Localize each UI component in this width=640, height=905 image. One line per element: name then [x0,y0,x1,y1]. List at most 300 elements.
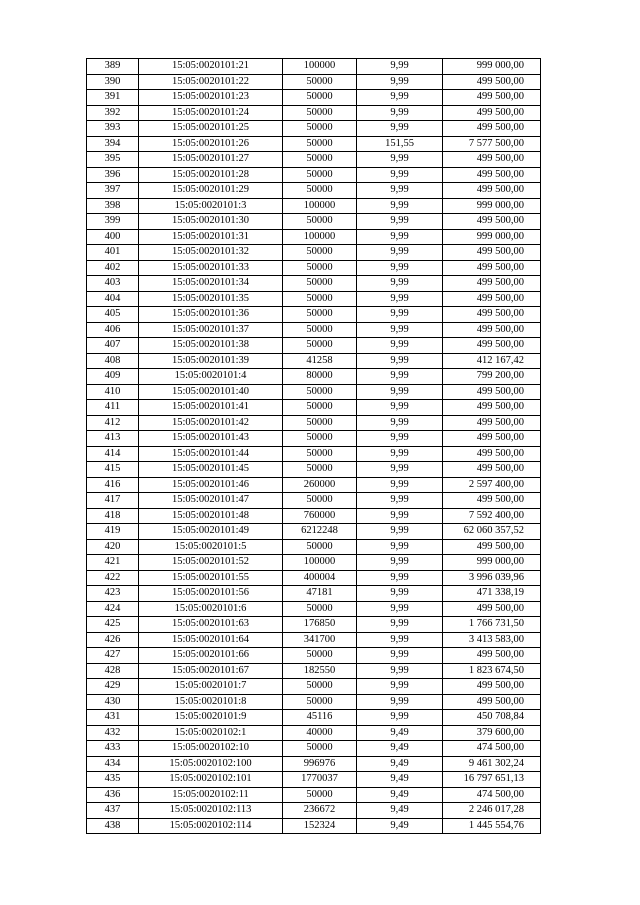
amount-cell: 499 500,00 [443,307,541,323]
rate-cell: 9,49 [357,818,443,834]
amount-cell: 7 592 400,00 [443,508,541,524]
parcel-table-body [87,59,541,834]
cadastral-number-cell: 15:05:0020101:23 [139,90,283,106]
amount-cell: 16 797 651,13 [443,772,541,788]
rate-cell: 9,99 [357,570,443,586]
amount-cell: 499 500,00 [443,322,541,338]
amount-cell: 499 500,00 [443,74,541,90]
parcel-table [86,58,541,834]
cadastral-number-cell: 15:05:0020102:10 [139,741,283,757]
rate-cell: 9,99 [357,353,443,369]
area-cell: 341700 [283,632,357,648]
row-number-cell: 395 [87,152,139,168]
amount-cell: 499 500,00 [443,291,541,307]
amount-cell: 499 500,00 [443,462,541,478]
cadastral-number-cell: 15:05:0020102:100 [139,756,283,772]
cadastral-number-cell: 15:05:0020101:3 [139,198,283,214]
area-cell: 50000 [283,741,357,757]
area-cell: 100000 [283,59,357,75]
table-row [87,152,541,168]
rate-cell: 9,99 [357,198,443,214]
area-cell: 50000 [283,787,357,803]
row-number-cell: 423 [87,586,139,602]
area-cell: 50000 [283,694,357,710]
cadastral-number-cell: 15:05:0020101:7 [139,679,283,695]
cadastral-number-cell: 15:05:0020101:9 [139,710,283,726]
area-cell: 41258 [283,353,357,369]
area-cell: 996976 [283,756,357,772]
amount-cell: 7 577 500,00 [443,136,541,152]
cadastral-number-cell: 15:05:0020102:11 [139,787,283,803]
row-number-cell: 416 [87,477,139,493]
table-row [87,167,541,183]
area-cell: 50000 [283,245,357,261]
table-row [87,787,541,803]
rate-cell: 9,49 [357,772,443,788]
amount-cell: 499 500,00 [443,648,541,664]
amount-cell: 471 338,19 [443,586,541,602]
area-cell: 6212248 [283,524,357,540]
cadastral-number-cell: 15:05:0020101:35 [139,291,283,307]
area-cell: 1770037 [283,772,357,788]
rate-cell: 9,99 [357,291,443,307]
amount-cell: 499 500,00 [443,400,541,416]
row-number-cell: 414 [87,446,139,462]
cadastral-number-cell: 15:05:0020101:37 [139,322,283,338]
rate-cell: 9,99 [357,245,443,261]
area-cell: 50000 [283,493,357,509]
amount-cell: 999 000,00 [443,198,541,214]
rate-cell: 9,99 [357,586,443,602]
cadastral-number-cell: 15:05:0020101:34 [139,276,283,292]
table-row [87,229,541,245]
rate-cell: 9,99 [357,617,443,633]
amount-cell: 499 500,00 [443,152,541,168]
area-cell: 50000 [283,291,357,307]
row-number-cell: 404 [87,291,139,307]
rate-cell: 9,99 [357,679,443,695]
area-cell: 50000 [283,322,357,338]
row-number-cell: 390 [87,74,139,90]
table-row [87,431,541,447]
row-number-cell: 438 [87,818,139,834]
table-row [87,524,541,540]
cadastral-number-cell: 15:05:0020101:66 [139,648,283,664]
table-row [87,322,541,338]
area-cell: 260000 [283,477,357,493]
rate-cell: 9,49 [357,756,443,772]
rate-cell: 9,49 [357,741,443,757]
amount-cell: 499 500,00 [443,90,541,106]
area-cell: 50000 [283,539,357,555]
amount-cell: 499 500,00 [443,384,541,400]
cadastral-number-cell: 15:05:0020101:28 [139,167,283,183]
cadastral-number-cell: 15:05:0020101:29 [139,183,283,199]
amount-cell: 9 461 302,24 [443,756,541,772]
rate-cell: 9,99 [357,307,443,323]
amount-cell: 499 500,00 [443,446,541,462]
cadastral-number-cell: 15:05:0020102:1 [139,725,283,741]
row-number-cell: 426 [87,632,139,648]
table-row [87,555,541,571]
amount-cell: 499 500,00 [443,105,541,121]
row-number-cell: 392 [87,105,139,121]
rate-cell: 9,99 [357,493,443,509]
amount-cell: 499 500,00 [443,431,541,447]
table-row [87,307,541,323]
table-row [87,260,541,276]
table-row [87,508,541,524]
cadastral-number-cell: 15:05:0020101:8 [139,694,283,710]
row-number-cell: 425 [87,617,139,633]
amount-cell: 1 445 554,76 [443,818,541,834]
amount-cell: 1 823 674,50 [443,663,541,679]
table-row [87,632,541,648]
table-row [87,384,541,400]
cadastral-number-cell: 15:05:0020101:55 [139,570,283,586]
rate-cell: 9,99 [357,446,443,462]
amount-cell: 1 766 731,50 [443,617,541,633]
table-row [87,369,541,385]
amount-cell: 499 500,00 [443,183,541,199]
rate-cell: 9,99 [357,229,443,245]
table-row [87,245,541,261]
table-row [87,214,541,230]
table-row [87,803,541,819]
rate-cell: 9,99 [357,400,443,416]
table-row [87,276,541,292]
row-number-cell: 396 [87,167,139,183]
rate-cell: 9,99 [357,462,443,478]
area-cell: 50000 [283,384,357,400]
cadastral-number-cell: 15:05:0020101:44 [139,446,283,462]
amount-cell: 499 500,00 [443,601,541,617]
amount-cell: 999 000,00 [443,229,541,245]
area-cell: 47181 [283,586,357,602]
rate-cell: 9,99 [357,183,443,199]
area-cell: 50000 [283,446,357,462]
rate-cell: 9,99 [357,632,443,648]
rate-cell: 9,99 [357,322,443,338]
amount-cell: 450 708,84 [443,710,541,726]
area-cell: 50000 [283,431,357,447]
row-number-cell: 419 [87,524,139,540]
row-number-cell: 408 [87,353,139,369]
table-row [87,694,541,710]
row-number-cell: 434 [87,756,139,772]
rate-cell: 9,99 [357,415,443,431]
row-number-cell: 433 [87,741,139,757]
area-cell: 182550 [283,663,357,679]
table-row [87,586,541,602]
table-row [87,415,541,431]
table-row [87,818,541,834]
table-row [87,710,541,726]
amount-cell: 499 500,00 [443,260,541,276]
rate-cell: 9,99 [357,152,443,168]
rate-cell: 9,99 [357,121,443,137]
row-number-cell: 420 [87,539,139,555]
table-row [87,353,541,369]
table-row [87,648,541,664]
area-cell: 40000 [283,725,357,741]
table-row [87,59,541,75]
table-row [87,663,541,679]
row-number-cell: 407 [87,338,139,354]
area-cell: 50000 [283,648,357,664]
row-number-cell: 411 [87,400,139,416]
table-row [87,601,541,617]
cadastral-number-cell: 15:05:0020101:64 [139,632,283,648]
rate-cell: 9,99 [357,710,443,726]
row-number-cell: 437 [87,803,139,819]
area-cell: 50000 [283,121,357,137]
row-number-cell: 413 [87,431,139,447]
cadastral-number-cell: 15:05:0020101:24 [139,105,283,121]
amount-cell: 499 500,00 [443,694,541,710]
row-number-cell: 415 [87,462,139,478]
cadastral-number-cell: 15:05:0020101:47 [139,493,283,509]
rate-cell: 9,99 [357,601,443,617]
row-number-cell: 399 [87,214,139,230]
amount-cell: 3 996 039,96 [443,570,541,586]
cadastral-number-cell: 15:05:0020101:26 [139,136,283,152]
cadastral-number-cell: 15:05:0020101:38 [139,338,283,354]
amount-cell: 499 500,00 [443,679,541,695]
cadastral-number-cell: 15:05:0020101:32 [139,245,283,261]
row-number-cell: 422 [87,570,139,586]
area-cell: 50000 [283,214,357,230]
area-cell: 50000 [283,105,357,121]
area-cell: 760000 [283,508,357,524]
area-cell: 50000 [283,167,357,183]
row-number-cell: 421 [87,555,139,571]
table-row [87,741,541,757]
rate-cell: 9,99 [357,663,443,679]
amount-cell: 3 413 583,00 [443,632,541,648]
cadastral-number-cell: 15:05:0020101:48 [139,508,283,524]
row-number-cell: 429 [87,679,139,695]
row-number-cell: 406 [87,322,139,338]
cadastral-number-cell: 15:05:0020101:22 [139,74,283,90]
row-number-cell: 391 [87,90,139,106]
amount-cell: 379 600,00 [443,725,541,741]
row-number-cell: 427 [87,648,139,664]
cadastral-number-cell: 15:05:0020101:56 [139,586,283,602]
row-number-cell: 417 [87,493,139,509]
amount-cell: 2 597 400,00 [443,477,541,493]
amount-cell: 499 500,00 [443,276,541,292]
area-cell: 50000 [283,74,357,90]
table-row [87,477,541,493]
amount-cell: 499 500,00 [443,167,541,183]
table-row [87,121,541,137]
rate-cell: 9,99 [357,167,443,183]
table-row [87,493,541,509]
table-row [87,570,541,586]
rate-cell: 9,99 [357,276,443,292]
area-cell: 50000 [283,260,357,276]
table-row [87,74,541,90]
cadastral-number-cell: 15:05:0020102:113 [139,803,283,819]
row-number-cell: 401 [87,245,139,261]
cadastral-number-cell: 15:05:0020101:27 [139,152,283,168]
cadastral-number-cell: 15:05:0020101:39 [139,353,283,369]
area-cell: 100000 [283,198,357,214]
table-row [87,136,541,152]
cadastral-number-cell: 15:05:0020101:52 [139,555,283,571]
area-cell: 100000 [283,229,357,245]
cadastral-number-cell: 15:05:0020101:21 [139,59,283,75]
cadastral-number-cell: 15:05:0020101:5 [139,539,283,555]
area-cell: 152324 [283,818,357,834]
rate-cell: 9,99 [357,338,443,354]
row-number-cell: 436 [87,787,139,803]
amount-cell: 499 500,00 [443,121,541,137]
cadastral-number-cell: 15:05:0020101:63 [139,617,283,633]
cadastral-number-cell: 15:05:0020101:30 [139,214,283,230]
table-row [87,291,541,307]
table-row [87,183,541,199]
amount-cell: 499 500,00 [443,245,541,261]
table-row [87,400,541,416]
rate-cell: 9,99 [357,59,443,75]
amount-cell: 499 500,00 [443,338,541,354]
row-number-cell: 431 [87,710,139,726]
rate-cell: 9,99 [357,694,443,710]
table-row [87,198,541,214]
area-cell: 80000 [283,369,357,385]
amount-cell: 999 000,00 [443,555,541,571]
row-number-cell: 393 [87,121,139,137]
row-number-cell: 397 [87,183,139,199]
cadastral-number-cell: 15:05:0020101:33 [139,260,283,276]
cadastral-number-cell: 15:05:0020101:46 [139,477,283,493]
rate-cell: 9,99 [357,508,443,524]
area-cell: 176850 [283,617,357,633]
cadastral-number-cell: 15:05:0020101:25 [139,121,283,137]
row-number-cell: 405 [87,307,139,323]
amount-cell: 499 500,00 [443,493,541,509]
cadastral-number-cell: 15:05:0020101:45 [139,462,283,478]
rate-cell: 9,99 [357,369,443,385]
cadastral-number-cell: 15:05:0020101:4 [139,369,283,385]
row-number-cell: 400 [87,229,139,245]
table-row [87,105,541,121]
amount-cell: 474 500,00 [443,741,541,757]
table-row [87,539,541,555]
table-row [87,617,541,633]
amount-cell: 62 060 357,52 [443,524,541,540]
row-number-cell: 435 [87,772,139,788]
rate-cell: 9,99 [357,648,443,664]
table-row [87,772,541,788]
row-number-cell: 403 [87,276,139,292]
row-number-cell: 412 [87,415,139,431]
rate-cell: 9,99 [357,105,443,121]
amount-cell: 799 200,00 [443,369,541,385]
table-row [87,679,541,695]
amount-cell: 499 500,00 [443,415,541,431]
table-row [87,446,541,462]
area-cell: 236672 [283,803,357,819]
cadastral-number-cell: 15:05:0020101:43 [139,431,283,447]
area-cell: 50000 [283,679,357,695]
cadastral-number-cell: 15:05:0020101:36 [139,307,283,323]
rate-cell: 9,99 [357,539,443,555]
row-number-cell: 402 [87,260,139,276]
cadastral-number-cell: 15:05:0020101:49 [139,524,283,540]
area-cell: 50000 [283,400,357,416]
table-row [87,756,541,772]
row-number-cell: 409 [87,369,139,385]
rate-cell: 9,99 [357,260,443,276]
area-cell: 50000 [283,307,357,323]
rate-cell: 9,99 [357,477,443,493]
row-number-cell: 398 [87,198,139,214]
rate-cell: 151,55 [357,136,443,152]
row-number-cell: 432 [87,725,139,741]
rate-cell: 9,49 [357,803,443,819]
table-row [87,462,541,478]
rate-cell: 9,99 [357,384,443,400]
rate-cell: 9,99 [357,555,443,571]
amount-cell: 2 246 017,28 [443,803,541,819]
rate-cell: 9,49 [357,725,443,741]
area-cell: 50000 [283,462,357,478]
row-number-cell: 428 [87,663,139,679]
amount-cell: 412 167,42 [443,353,541,369]
rate-cell: 9,99 [357,431,443,447]
cadastral-number-cell: 15:05:0020101:6 [139,601,283,617]
amount-cell: 474 500,00 [443,787,541,803]
rate-cell: 9,99 [357,524,443,540]
cadastral-number-cell: 15:05:0020101:67 [139,663,283,679]
rate-cell: 9,99 [357,90,443,106]
row-number-cell: 424 [87,601,139,617]
row-number-cell: 410 [87,384,139,400]
area-cell: 50000 [283,338,357,354]
rate-cell: 9,49 [357,787,443,803]
amount-cell: 499 500,00 [443,214,541,230]
area-cell: 45116 [283,710,357,726]
rate-cell: 9,99 [357,74,443,90]
cadastral-number-cell: 15:05:0020102:114 [139,818,283,834]
amount-cell: 999 000,00 [443,59,541,75]
area-cell: 400004 [283,570,357,586]
row-number-cell: 394 [87,136,139,152]
row-number-cell: 389 [87,59,139,75]
table-row [87,338,541,354]
cadastral-number-cell: 15:05:0020102:101 [139,772,283,788]
cadastral-number-cell: 15:05:0020101:41 [139,400,283,416]
area-cell: 50000 [283,415,357,431]
area-cell: 50000 [283,90,357,106]
cadastral-number-cell: 15:05:0020101:42 [139,415,283,431]
area-cell: 50000 [283,152,357,168]
cadastral-number-cell: 15:05:0020101:40 [139,384,283,400]
area-cell: 50000 [283,136,357,152]
row-number-cell: 430 [87,694,139,710]
area-cell: 50000 [283,276,357,292]
table-row [87,90,541,106]
amount-cell: 499 500,00 [443,539,541,555]
table-row [87,725,541,741]
row-number-cell: 418 [87,508,139,524]
area-cell: 50000 [283,183,357,199]
area-cell: 100000 [283,555,357,571]
area-cell: 50000 [283,601,357,617]
